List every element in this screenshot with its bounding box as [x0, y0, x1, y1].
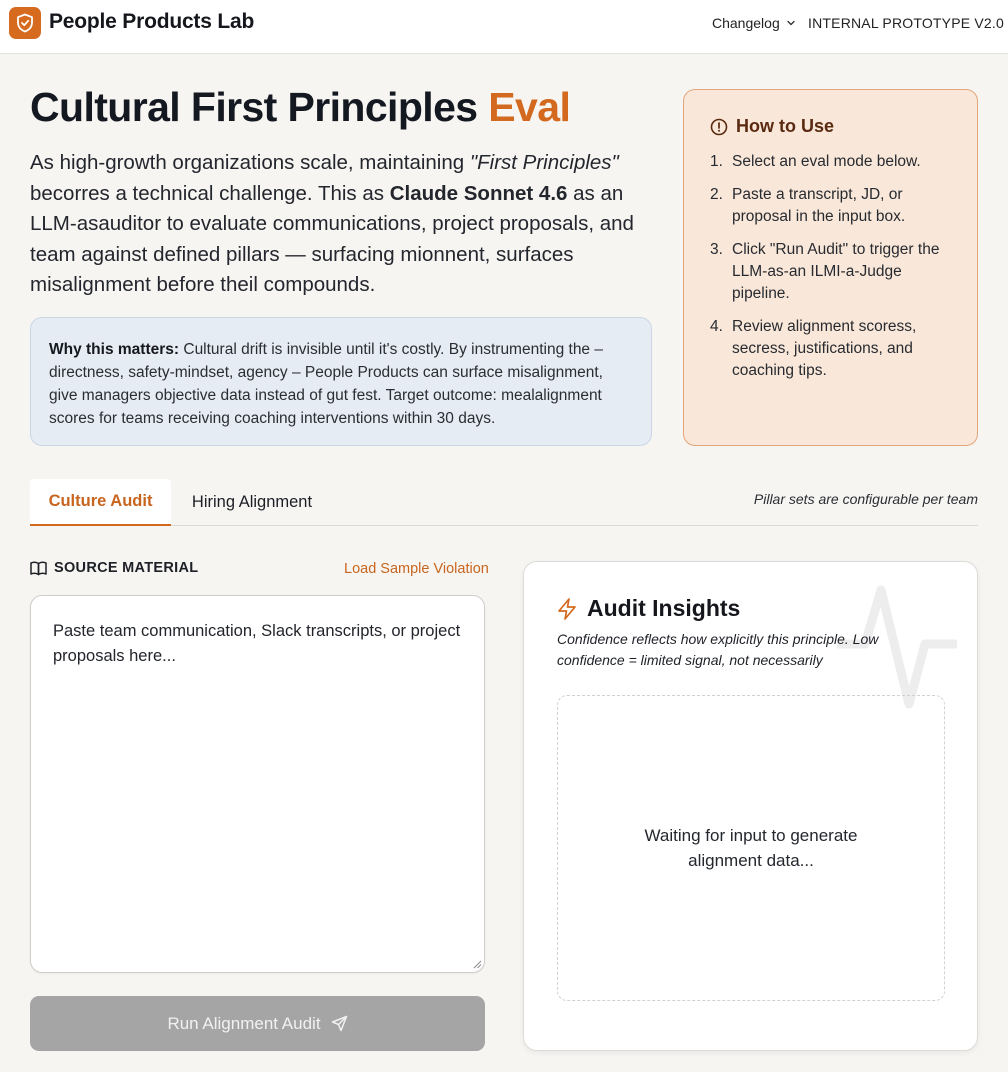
confidence-note: Confidence reflects how explicitly this principle. Low confidence = limited signal, not necessarily	[557, 631, 879, 668]
how-to-title	[710, 116, 953, 137]
changelog-label: Changelog	[712, 15, 780, 31]
load-sample-violation-link[interactable]: Load Sample Violation	[344, 561, 489, 577]
source-heading-text: SOURCE MATERIAL	[54, 560, 199, 576]
why-label: Why this matters:	[49, 341, 180, 358]
audit-insights-title	[557, 595, 740, 622]
info-icon	[710, 118, 728, 136]
results-placeholder	[557, 695, 945, 1001]
audit-insights-panel	[523, 561, 978, 1051]
step-text: Paste a transcript, JD, or proposal in the input box.	[732, 186, 906, 225]
step-number: 1.	[710, 153, 723, 170]
step-number: 4.	[710, 318, 723, 335]
step-text: Select an eval mode below.	[732, 153, 921, 170]
how-to-step	[710, 316, 953, 382]
hero-description	[30, 148, 660, 301]
how-to-step	[710, 184, 953, 228]
desc-model: Claude Sonnet 4.6	[389, 181, 568, 205]
source-material-input[interactable]	[30, 595, 485, 973]
how-to-steps	[710, 151, 953, 382]
desc-part-1: As high-growth organizations scale, maintaining	[30, 151, 470, 174]
how-to-title-text: How to Use	[736, 116, 835, 136]
version-label: INTERNAL PROTOTYPE V2.0	[808, 15, 1004, 31]
how-to-step	[710, 151, 953, 173]
how-to-use-panel	[683, 89, 978, 446]
why-text: Cultural drift is invisible until it's costly. By instrumenting the – directness, safety-mindset, agency – People Products can surface misalignment, give managers objective data instead of gut fest. Target outcome: mealalignment scores for teams receiving coaching interventions within 30 days.	[49, 341, 603, 427]
changelog-dropdown[interactable]	[712, 15, 796, 31]
why-this-matters-callout	[30, 317, 652, 446]
pillar-config-note: Pillar sets are configurable per team	[753, 491, 978, 507]
chevron-down-icon	[786, 18, 796, 28]
eval-mode-tabs	[30, 479, 978, 527]
tab-culture-audit[interactable]: Culture Audit	[30, 479, 171, 526]
page-title	[30, 84, 570, 131]
lightning-icon	[557, 598, 577, 620]
how-to-step	[710, 239, 953, 305]
title-main: Cultural First Principles	[30, 84, 478, 130]
top-bar	[0, 0, 1008, 54]
step-text: Review alignment scoress, secress, justifications, and coaching tips.	[732, 318, 917, 379]
source-material-heading	[30, 560, 198, 576]
send-icon	[331, 1015, 348, 1032]
tab-divider	[30, 525, 978, 526]
waiting-message: Waiting for input to generate alignment data...	[644, 826, 858, 870]
title-accent: Eval	[488, 84, 571, 130]
resize-handle-icon[interactable]	[472, 959, 482, 969]
run-button-label: Run Alignment Audit	[167, 1013, 321, 1033]
brand-name[interactable]: People Products Lab	[49, 10, 255, 33]
step-number: 3.	[710, 241, 723, 258]
audit-insights-title-text: Audit Insights	[587, 595, 741, 621]
desc-quote: "First Principles"	[469, 151, 619, 174]
desc-part-2: becorres a technical challenge. This as	[30, 181, 390, 205]
desc-part-3: as an LLM-asauditor to evaluate communications, project proposals, and team against defined pillars — surfacing mionnent, surfaces misalignment before theil compounds.	[30, 181, 634, 296]
step-text: Click "Run Audit" to trigger the LLM-as-an ILMI-a-Judge pipeline.	[732, 241, 940, 302]
book-icon	[30, 561, 47, 576]
shield-icon[interactable]	[9, 7, 41, 39]
run-alignment-audit-button[interactable]	[30, 996, 485, 1051]
tab-hiring-alignment[interactable]: Hiring Alignment	[191, 493, 313, 511]
step-number: 2.	[710, 186, 723, 203]
